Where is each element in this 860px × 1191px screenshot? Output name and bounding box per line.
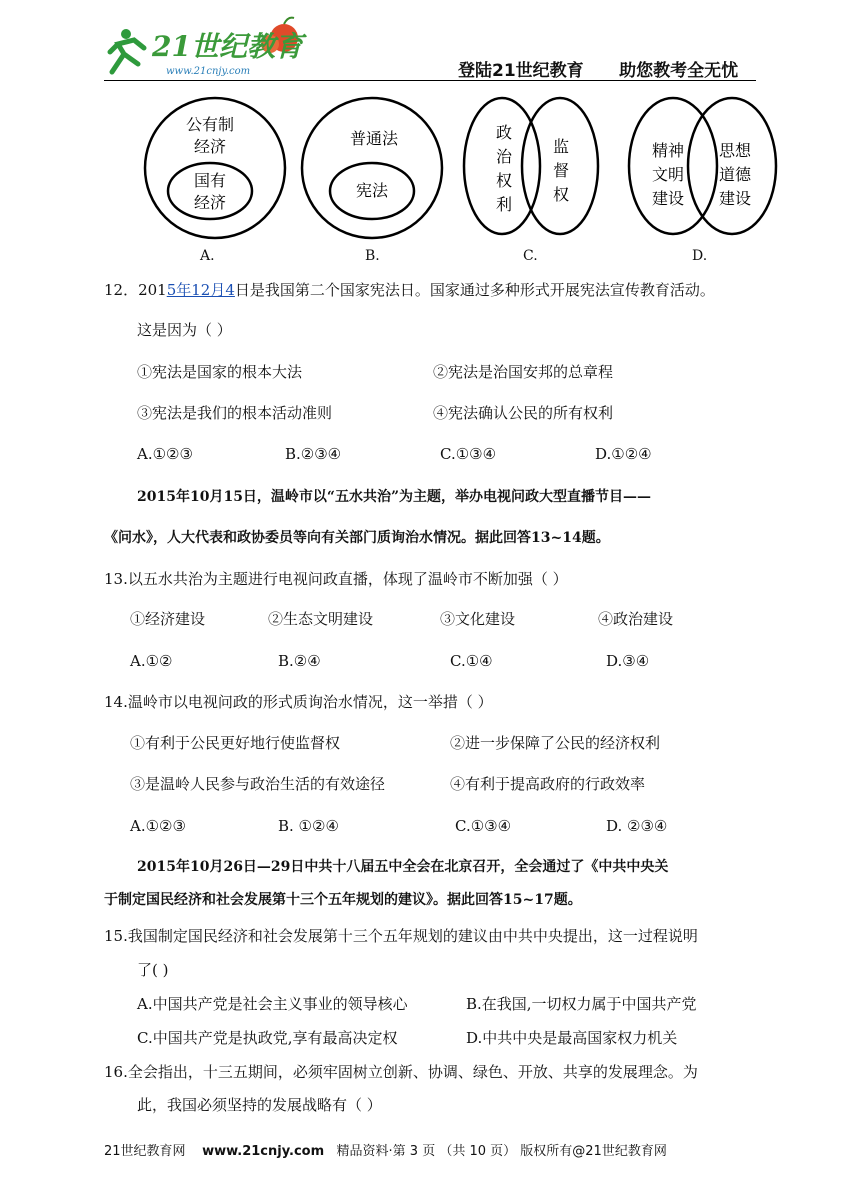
q13-statement-4: ④政治建设 [598,610,674,628]
q15-option-d: D.中共中央是最高国家权力机关 [466,1029,678,1047]
diagram-a-inner-2: 经济 [193,193,227,212]
q13-statement-2: ②生态文明建设 [268,610,374,628]
diagram-c-right-3: 权 [552,185,570,204]
diagram-b-inner: 宪法 [355,181,389,200]
diagram-d-left-1: 精神 [651,141,685,160]
diagram-d-right-3: 建设 [718,189,752,208]
q12-statement-3: ③宪法是我们的根本活动准则 [137,404,333,422]
diagram-c-right-1: 监 [552,137,570,156]
q14-statement-2: ②进一步保障了公民的经济权利 [450,734,661,752]
diagram-c-left-1: 政 [495,123,513,142]
diagram-d-left-2: 文明 [651,165,685,184]
logo-url: www.21cnjy.com [166,66,251,77]
q13-option-d: D.③④ [606,652,650,670]
q15-stem-line2: 了( ) [137,961,169,979]
footer-left: 21世纪教育网 [104,1144,186,1159]
q14-option-c: C.①③④ [455,817,512,835]
diagram-a [145,98,285,238]
q16-stem-line1: 16.全会指出，十三五期间，必须牢固树立创新、协调、绿色、开放、共享的发展理念。为 [104,1063,698,1081]
diagram-c-left-4: 利 [495,195,513,214]
q12-statement-2: ②宪法是治国安邦的总章程 [433,363,614,381]
footer [104,1140,764,1159]
runner-icon [110,29,144,72]
diagram-c-left-2: 治 [495,147,513,166]
q12-statement-1: ①宪法是国家的根本大法 [137,363,303,381]
diagram-d-left-3: 建设 [651,189,685,208]
q15-option-c: C.中国共产党是执政党,享有最高决定权 [137,1029,398,1047]
diagram-b-outer: 普通法 [349,129,399,148]
q14-stem: 14.温岭市以电视问政的形式质询治水情况，这一举措（ ） [104,693,493,711]
q12-date-link[interactable]: 5年12月4 [166,281,235,299]
diagram-d-right-1: 思想 [718,141,752,160]
q13-statement-3: ③文化建设 [440,610,516,628]
passage2-line2: 于制定国民经济和社会发展第十三个五年规划的建议》。据此回答15~17题。 [104,892,582,908]
q15-stem-line1: 15.我国制定国民经济和社会发展第十三个五年规划的建议由中共中央提出，这一过程说明 [104,927,698,945]
q12-stem [104,280,715,300]
diagram-a-outer-2: 经济 [193,137,227,156]
logo-text: 21世纪教育 [152,30,303,63]
q14-option-d: D. ②③④ [606,817,668,835]
diagram-d-right-2: 道德 [718,165,752,184]
diagram-b-label: B. [365,248,380,264]
passage1-line2: 《问水》，人大代表和政协委员等向有关部门质询治水情况。据此回答13~14题。 [104,530,610,546]
q12-option-b: B.②③④ [285,445,342,463]
q13-option-c: C.①④ [450,652,493,670]
q15-option-a: A.中国共产党是社会主义事业的领导核心 [137,995,408,1013]
q13-statement-1: ①经济建设 [130,610,206,628]
q14-option-b: B. ①②④ [278,817,339,835]
diagram-c-label: C. [523,248,538,264]
q14-statement-3: ③是温岭人民参与政治生活的有效途径 [130,775,386,793]
q15-option-b: B.在我国,一切权力属于中国共产党 [466,995,697,1013]
footer-site-link[interactable]: www.21cnjy.com [202,1144,325,1159]
diagram-a-outer-1: 公有制 [185,115,235,134]
diagram-a-label: A. [200,248,215,264]
logo [104,14,314,80]
q14-option-a: A.①②③ [130,817,186,835]
footer-right: 精品资料·第 3 页 （共 10 页） 版权所有@21世纪教育网 [336,1144,667,1159]
passage1-line1: 2015年10月15日，温岭市以“五水共治”为主题，举办电视问政大型直播节目—— [137,489,652,505]
diagram-d-label: D. [692,248,708,264]
q12-statement-4: ④宪法确认公民的所有权利 [433,404,614,422]
q12-option-a: A.①②③ [137,445,193,463]
header-slogan: 登陆21世纪教育 助您教考全无忧 [458,61,739,81]
q12-option-c: C.①③④ [440,445,497,463]
diagram-c [464,98,598,234]
diagram-a-inner-1: 国有 [193,171,227,190]
diagram-d [629,98,776,234]
passage2-line1: 2015年10月26日—29日中共十八届五中全会在北京召开，全会通过了《中共中央关 [137,859,669,875]
diagram-c-right-2: 督 [552,161,570,180]
q12-stem-line2: 这是因为（ ） [137,321,232,339]
q12-prefix: 12．201 [104,281,167,299]
q12-suffix: 日是我国第二个国家宪法日。国家通过多种形式开展宪法宣传教育活动。 [234,281,715,299]
q13-option-a: A.①② [130,652,173,670]
q13-stem: 13.以五水共治为主题进行电视问政直播，体现了温岭市不断加强（ ） [104,570,568,588]
diagram-c-left-3: 权 [495,171,513,190]
header-rule [104,80,756,81]
q14-statement-4: ④有利于提高政府的行政效率 [450,775,646,793]
concept-diagrams [120,86,780,246]
q13-option-b: B.②④ [278,652,321,670]
q12-option-d: D.①②④ [595,445,652,463]
diagram-b [302,98,442,238]
q16-stem-line2: 此，我国必须坚持的发展战略有（ ） [137,1096,382,1114]
q14-statement-1: ①有利于公民更好地行使监督权 [130,734,341,752]
